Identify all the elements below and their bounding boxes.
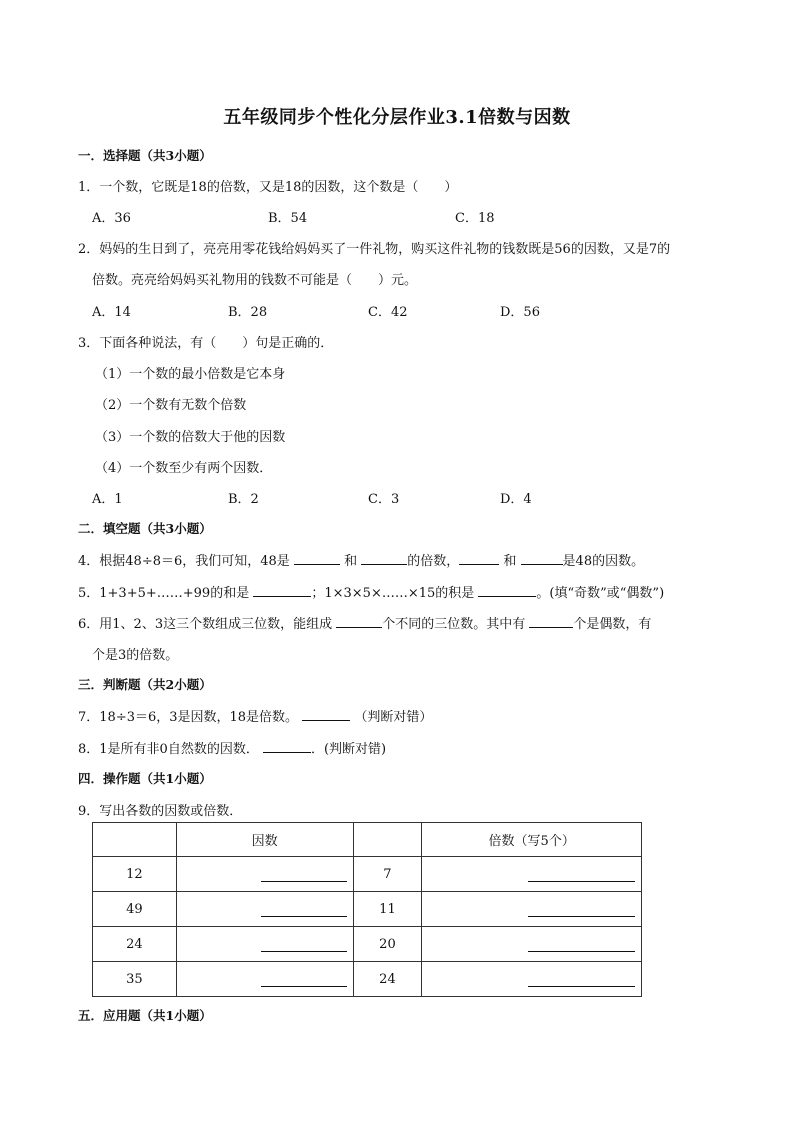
question-6-line1 bbox=[78, 613, 651, 632]
table-cell-multiple-answer[interactable] bbox=[422, 857, 642, 892]
table-header-factor: 因数 bbox=[176, 823, 353, 857]
section-heading-fill: 二．填空题（共3小题） bbox=[78, 521, 212, 536]
q3-option-d: D．4 bbox=[500, 492, 532, 507]
q3-option-c: C．3 bbox=[368, 492, 400, 507]
q2-option-d: D．56 bbox=[500, 305, 540, 320]
q6-text-2: 个不同的三位数。其中有 bbox=[382, 617, 526, 632]
answer-line bbox=[261, 951, 347, 952]
question-1: 1．一个数，它既是18的倍数，又是18的因数，这个数是（ ） bbox=[78, 180, 458, 195]
q6-blank-2[interactable] bbox=[529, 615, 573, 628]
answer-line bbox=[528, 951, 635, 952]
table-row bbox=[93, 892, 642, 927]
q4-text-3: 的倍数， bbox=[407, 554, 460, 569]
q2-option-c: C．42 bbox=[368, 305, 408, 320]
section-heading-choice: 一．选择题（共3小题） bbox=[78, 148, 212, 163]
q8-blank[interactable] bbox=[263, 740, 311, 753]
table-cell-factor-answer[interactable] bbox=[176, 857, 353, 892]
q4-blank-2[interactable] bbox=[361, 552, 407, 565]
q5-blank-2[interactable] bbox=[478, 584, 536, 597]
q4-text-2: 和 bbox=[344, 554, 358, 569]
q4-text-1: 4．根据48÷8＝6，我们可知，48是 bbox=[78, 554, 290, 569]
section-heading-application: 五．应用题（共1小题） bbox=[78, 1008, 212, 1023]
q3-statement-1: （1）一个数的最小倍数是它本身 bbox=[95, 367, 286, 382]
table-cell-factor-answer[interactable] bbox=[176, 962, 353, 997]
q1-option-a: A．36 bbox=[92, 211, 131, 226]
answer-line bbox=[261, 881, 347, 882]
q7-text-2: （判断对错） bbox=[354, 710, 433, 725]
q5-blank-1[interactable] bbox=[253, 584, 311, 597]
table-header-empty-1 bbox=[93, 823, 177, 857]
q1-option-b: B．54 bbox=[268, 211, 308, 226]
q3-statement-3: （3）一个数的倍数大于他的因数 bbox=[95, 430, 286, 445]
table-cell-factor-answer[interactable] bbox=[176, 892, 353, 927]
question-8 bbox=[78, 738, 386, 757]
table-header-row bbox=[93, 823, 642, 857]
q6-blank-1[interactable] bbox=[336, 615, 382, 628]
q3-option-a: A．1 bbox=[92, 492, 123, 507]
table-cell-number: 11 bbox=[353, 892, 422, 927]
q7-text-1: 7．18÷3＝6，3是因数，18是倍数。 bbox=[78, 710, 299, 725]
q4-text-5: 是48的因数。 bbox=[562, 554, 645, 569]
q6-text-3: 个是偶数，有 bbox=[573, 617, 652, 632]
table-cell-number: 49 bbox=[93, 892, 177, 927]
table-cell-factor-answer[interactable] bbox=[176, 927, 353, 962]
question-5 bbox=[78, 582, 664, 601]
q4-blank-3[interactable] bbox=[459, 552, 499, 565]
table-cell-number: 24 bbox=[93, 927, 177, 962]
answer-line bbox=[528, 881, 635, 882]
q3-option-b: B．2 bbox=[228, 492, 259, 507]
question-6-line2: 个是3的倍数。 bbox=[92, 648, 179, 663]
table-cell-number: 20 bbox=[353, 927, 422, 962]
answer-line bbox=[528, 916, 635, 917]
page-title: 五年级同步个性化分层作业3.1倍数与因数 bbox=[223, 107, 571, 128]
table-cell-number: 12 bbox=[93, 857, 177, 892]
question-2-line2: 倍数。亮亮给妈妈买礼物用的钱数不可能是（ ）元。 bbox=[92, 273, 418, 288]
question-3: 3．下面各种说法，有（ ）句是正确的． bbox=[78, 336, 334, 351]
section-heading-judge: 三．判断题（共2小题） bbox=[78, 677, 212, 692]
q4-blank-4[interactable] bbox=[521, 552, 563, 565]
question-9: 9．写出各数的因数或倍数． bbox=[78, 804, 243, 819]
question-2-line1: 2．妈妈的生日到了，亮亮用零花钱给妈妈买了一件礼物，购买这件礼物的钱数既是56的因数，又是7的 bbox=[78, 242, 671, 257]
q8-text-1: 8．1是所有非0自然数的因数． bbox=[78, 742, 259, 757]
section-heading-operation: 四．操作题（共1小题） bbox=[78, 771, 212, 786]
q4-blank-1[interactable] bbox=[294, 552, 340, 565]
q8-text-2: ．(判断对错) bbox=[310, 742, 387, 757]
answer-line bbox=[261, 986, 347, 987]
table-header-multiple: 倍数（写5个） bbox=[422, 823, 642, 857]
question-7 bbox=[78, 706, 432, 725]
q2-option-a: A．14 bbox=[92, 305, 131, 320]
q3-statement-4: （4）一个数至少有两个因数． bbox=[95, 461, 273, 476]
table-cell-multiple-answer[interactable] bbox=[422, 962, 642, 997]
q3-statement-2: （2）一个数有无数个倍数 bbox=[95, 398, 247, 413]
table-cell-multiple-answer[interactable] bbox=[422, 927, 642, 962]
table-cell-multiple-answer[interactable] bbox=[422, 892, 642, 927]
table-header-empty-2 bbox=[353, 823, 422, 857]
q5-text-1: 5．1+3+5+……+99的和是 bbox=[78, 586, 250, 601]
table-cell-number: 24 bbox=[353, 962, 422, 997]
table-row bbox=[93, 927, 642, 962]
table-cell-number: 7 bbox=[353, 857, 422, 892]
answer-line bbox=[261, 916, 347, 917]
q5-text-2: ；1×3×5×……×15的积是 bbox=[311, 586, 475, 601]
q5-text-3: 。(填“奇数”或“偶数”) bbox=[536, 586, 665, 601]
q6-text-1: 6．用1、2、3这三个数组成三位数，能组成 bbox=[78, 617, 333, 632]
table-row bbox=[93, 962, 642, 997]
answer-line bbox=[528, 986, 635, 987]
q7-blank[interactable] bbox=[302, 708, 350, 721]
question-4 bbox=[78, 550, 644, 569]
q1-option-c: C．18 bbox=[455, 211, 495, 226]
table-row bbox=[93, 857, 642, 892]
q2-option-b: B．28 bbox=[228, 305, 268, 320]
factor-multiple-table bbox=[92, 822, 642, 997]
q4-text-4: 和 bbox=[503, 554, 517, 569]
table-cell-number: 35 bbox=[93, 962, 177, 997]
